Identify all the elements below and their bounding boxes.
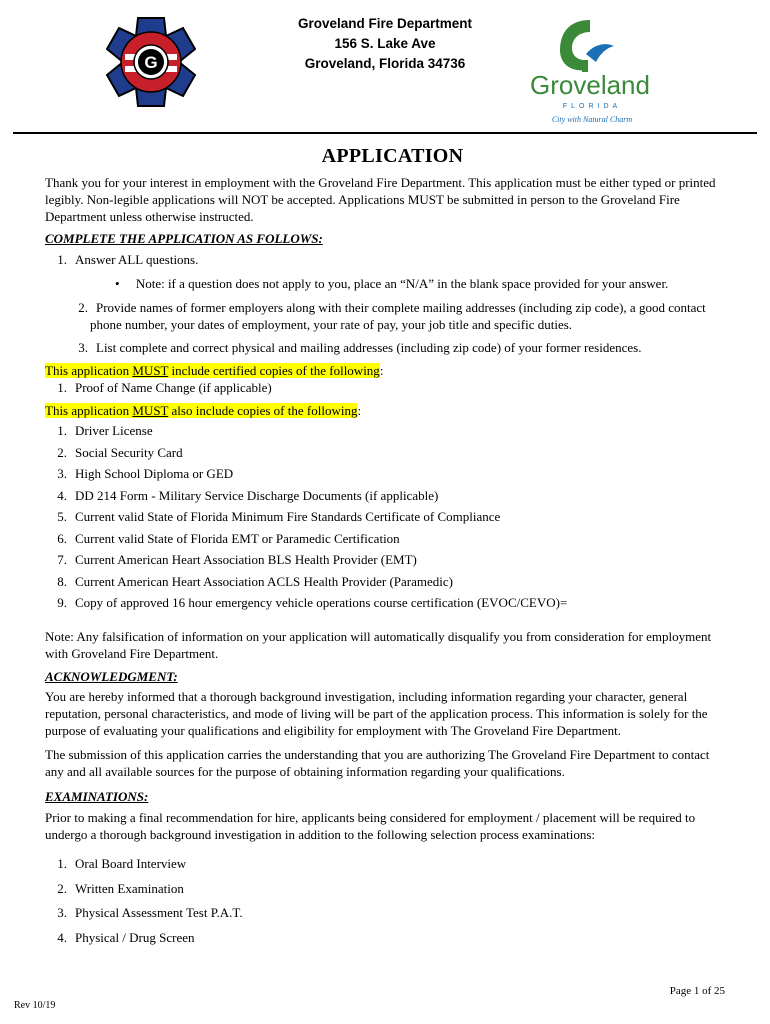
examinations-list <box>45 855 720 946</box>
svg-text:City with Natural Charm: City with Natural Charm <box>551 115 633 124</box>
department-header <box>270 14 500 74</box>
intro-paragraph: Thank you for your interest in employment with the Groveland Fire Department. This application must be either typed or printed legibly. Non-legible applications will NOT be accepted. Applications MUST be submitted in person to the Groveland Fire Department unless otherwise instructed. <box>45 175 716 224</box>
list-item: 7. Current American Heart Association BLS Health Provider (EMT) <box>57 552 417 567</box>
list-item: 2. Provide names of former employers along with their complete mailing addresses (including zip code), a good contact phone number, your dates of employment, your rate of pay, your job title and specific duties. <box>78 300 706 332</box>
list-item: 5. Current valid State of Florida Minimum Fire Standards Certificate of Compliance <box>57 509 501 524</box>
svg-text:G: G <box>144 53 158 72</box>
list-item: 4. Physical / Drug Screen <box>57 929 195 945</box>
falsification-note: Note: Any falsification of information on your application will automatically disqualify you from consideration for employment with Groveland Fire Department. <box>45 629 712 661</box>
examinations-intro: Prior to making a final recommendation for hire, applicants being considered for employment / placement will be required to undergo a thorough background investigation in addition to the following selection process examinations: <box>45 810 696 842</box>
certified-list <box>45 379 720 396</box>
examinations-heading: EXAMINATIONS: <box>45 789 149 804</box>
complete-list <box>45 251 720 356</box>
list-item: 6. Current valid State of Florida EMT or Paramedic Certification <box>57 530 400 546</box>
list-item: 1. Driver License <box>57 423 153 438</box>
list-item: 3. List complete and correct physical and mailing addresses (including zip code) of your former residences. <box>78 340 642 355</box>
department-city: Groveland, Florida 34736 <box>304 56 466 71</box>
copies-list <box>45 422 720 611</box>
fire-department-badge-logo <box>103 14 199 110</box>
svg-text:FLORIDA: FLORIDA <box>562 103 622 110</box>
list-item: 1. Oral Board Interview <box>57 856 187 871</box>
list-item: 1. Proof of Name Change (if applicable) <box>57 380 272 395</box>
list-item: 8. Current American Heart Association ACLS Health Provider (Paramedic) <box>57 573 453 589</box>
department-street: 156 S. Lake Ave <box>334 36 436 51</box>
acknowledgment-heading: ACKNOWLEDGMENT: <box>45 669 178 684</box>
acknowledgment-paragraph-1: You are hereby informed that a thorough background investigation, including information regarding your character, general reputation, personal characteristics, and mode of living will be part of the application process. This information is solely for the purpose of evaluating your qualifications and eligibility for employment with The Groveland Fire Department. <box>45 689 708 738</box>
acknowledgment-paragraph-2: The submission of this application carries the understanding that you are authorizing The Groveland Fire Department to contact any and all available sources for the purpose of obtaining information regarding your qualifications. <box>45 747 710 779</box>
page-title: APPLICATION <box>321 145 464 167</box>
list-item: 4. DD 214 Form - Military Service Discharge Documents (if applicable) <box>57 487 439 503</box>
list-item-note: • Note: if a question does not apply to you, place an “N/A” in the blank space provided for your answer. <box>115 276 669 291</box>
header-divider <box>13 132 757 134</box>
list-item: 9. Copy of approved 16 hour emergency vehicle operations course certification (EVOC/CEVO)= <box>57 595 568 610</box>
page-number: Page 1 of 25 <box>669 985 725 997</box>
list-item: 3. Physical Assessment Test P.A.T. <box>57 905 243 920</box>
complete-heading: COMPLETE THE APPLICATION AS FOLLOWS: <box>45 231 323 246</box>
list-item: 2. Written Examination <box>57 880 184 896</box>
svg-text:Groveland: Groveland <box>530 70 650 100</box>
city-of-groveland-logo <box>520 10 660 128</box>
list-item: 2. Social Security Card <box>57 444 183 460</box>
copies-heading: This application MUST also include copies of the following: <box>45 403 362 418</box>
department-name: Groveland Fire Department <box>297 16 473 31</box>
application-body <box>45 144 720 946</box>
list-item: 1. Answer ALL questions. <box>57 252 199 267</box>
revision-label: Rev 10/19 <box>14 1000 56 1011</box>
list-item: 3. High School Diploma or GED <box>57 466 234 481</box>
certified-copies-heading: This application MUST include certified copies of the following: <box>45 363 384 378</box>
